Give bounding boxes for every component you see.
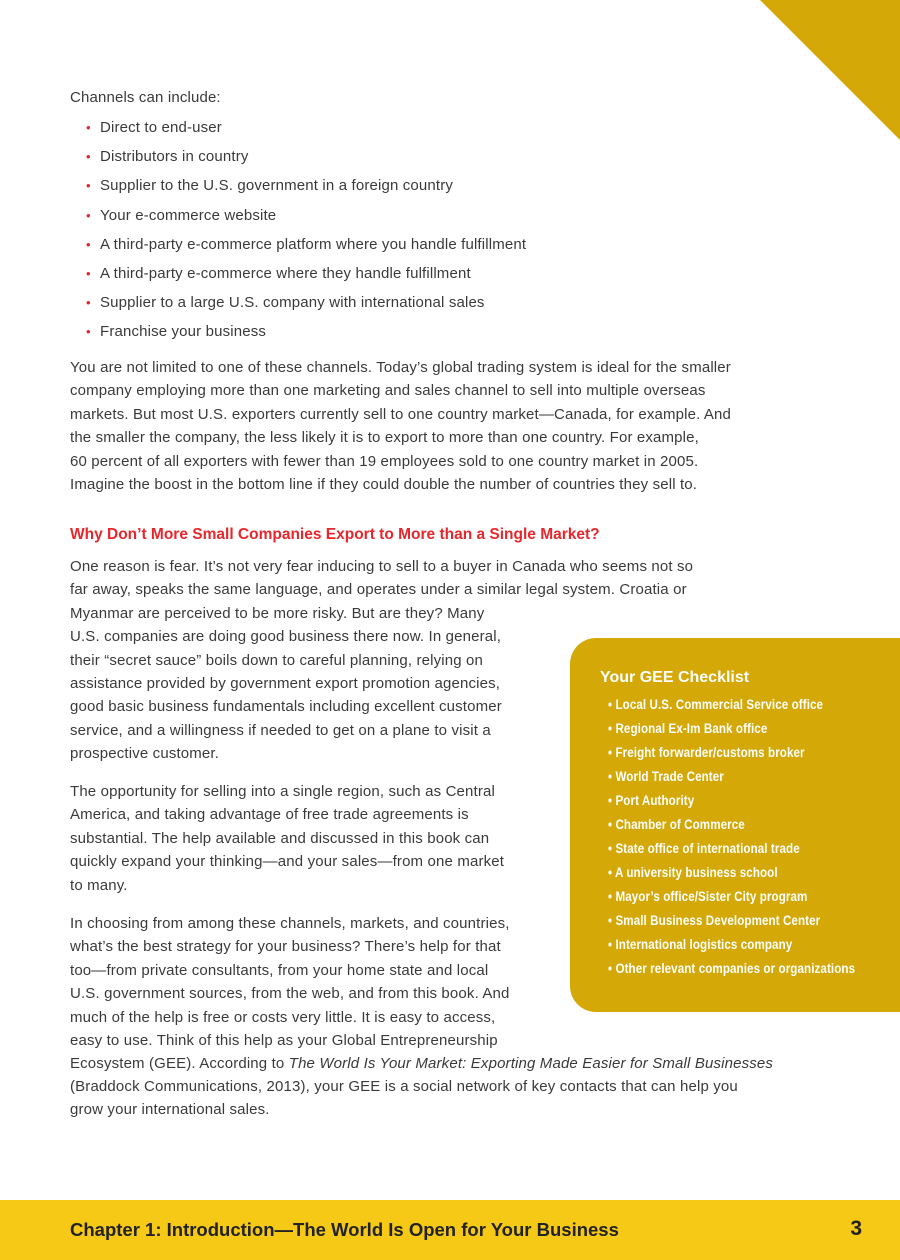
- gee-checklist-box: [570, 638, 900, 1012]
- bullet-icon: •: [86, 266, 91, 281]
- paragraph-line: far away, speaks the same language, and operates under a similar legal system. Croatia or: [70, 581, 687, 599]
- checklist-item: • Freight forwarder/customs broker: [608, 745, 805, 760]
- channel-list-item: [86, 291, 485, 314]
- corner-decoration: [760, 0, 900, 140]
- paragraph-line: substantial. The help available and discussed in this book can: [70, 829, 490, 847]
- channel-list-item: [86, 174, 453, 197]
- channel-label: A third-party e-commerce where they handle fulfillment: [100, 265, 471, 282]
- bullet-icon: •: [86, 178, 91, 194]
- page-footer: [0, 1200, 900, 1260]
- paragraph-line: their “secret sauce” boils down to careful planning, relying on: [70, 651, 483, 669]
- checklist-item: • Local U.S. Commercial Service office: [608, 697, 824, 712]
- bullet-icon: •: [86, 120, 91, 135]
- paragraph-line: service, and a willingness if needed to get on a plane to visit a: [70, 721, 491, 739]
- channel-label: Distributors in country: [100, 148, 249, 166]
- checklist-item: • Mayor’s office/Sister City program: [608, 889, 808, 904]
- channel-label: Supplier to the U.S. government in a foreign country: [100, 177, 453, 195]
- channel-label: Direct to end-user: [100, 119, 222, 136]
- checklist-item: • World Trade Center: [608, 769, 724, 784]
- paragraph-line: to many.: [70, 876, 128, 894]
- checklist-item: • International logistics company: [608, 937, 793, 952]
- checklist-item: • A university business school: [608, 865, 778, 880]
- page-number: 3: [850, 1217, 862, 1240]
- checklist-item: • Small Business Development Center: [608, 913, 821, 928]
- paragraph-line: U.S. government sources, from the web, and from this book. And: [70, 985, 510, 1003]
- channel-list-item: [86, 204, 276, 227]
- bullet-icon: •: [86, 149, 91, 165]
- paragraph-line: Imagine the boost in the bottom line if they could double the number of countries they sell to.: [70, 476, 698, 493]
- paragraph-line: U.S. companies are doing good business there now. In general,: [70, 628, 502, 646]
- bullet-icon: •: [86, 324, 91, 340]
- channel-label: Supplier to a large U.S. company with international sales: [100, 294, 485, 312]
- channel-label: A third-party e-commerce platform where you handle fulfillment: [100, 235, 527, 253]
- chapter-title: Chapter 1: Introduction—The World Is Open for Your Business: [70, 1219, 619, 1240]
- paragraph-line: much of the help is free or costs very little. It is easy to access,: [70, 1008, 496, 1026]
- paragraph-line: what’s the best strategy for your business? There’s help for that: [70, 938, 501, 956]
- checklist-item: • Other relevant companies or organizations: [608, 961, 856, 976]
- bullet-icon: •: [86, 295, 91, 311]
- paragraph-line: America, and taking advantage of free trade agreements is: [70, 806, 469, 824]
- checklist-item: • Regional Ex-Im Bank office: [608, 721, 768, 736]
- paragraph-line: too—from private consultants, from your home state and local: [70, 961, 489, 979]
- channels-intro: Channels can include:: [70, 89, 221, 106]
- paragraph-line: Myanmar are perceived to be more risky. But are they? Many: [70, 604, 485, 622]
- paragraph-line: You are not limited to one of these channels. Today’s global trading system is ideal for the smaller: [70, 359, 731, 376]
- paragraph-line: In choosing from among these channels, markets, and countries,: [70, 915, 510, 932]
- checklist-item: • Chamber of Commerce: [608, 817, 745, 832]
- paragraph-line: prospective customer.: [70, 745, 220, 763]
- paragraph-line: company employing more than one marketing and sales channel to sell into multiple overseas: [70, 382, 706, 400]
- section-heading: Why Don’t More Small Companies Export to More than a Single Market?: [70, 526, 600, 543]
- paragraph-line: grow your international sales.: [70, 1101, 270, 1119]
- paragraph-line: quickly expand your thinking—and your sales—from one market: [70, 853, 505, 871]
- bullet-icon: •: [86, 207, 91, 223]
- checklist-title: Your GEE Checklist: [600, 669, 750, 686]
- checklist-item: • Port Authority: [608, 793, 695, 808]
- paragraph-line: [70, 1052, 773, 1075]
- text: Ecosystem (GEE). According to: [70, 1055, 289, 1072]
- book-title: The World Is Your Market: Exporting Made Easier for Small Businesses: [288, 1055, 774, 1072]
- channel-list-item: [86, 262, 471, 285]
- paragraph-line: The opportunity for selling into a single region, such as Central: [70, 783, 495, 800]
- channel-label: Your e-commerce website: [100, 206, 277, 224]
- paragraph-line: (Braddock Communications, 2013), your GEE is a social network of key contacts that can help you: [70, 1078, 738, 1095]
- paragraph-line: assistance provided by government export promotion agencies,: [70, 675, 501, 692]
- paragraph-line: 60 percent of all exporters with fewer than 19 employees sold to one country market in 2005.: [70, 452, 699, 470]
- checklist-item: • State office of international trade: [608, 841, 800, 856]
- channel-list-item: [86, 320, 266, 343]
- paragraph-line: markets. But most U.S. exporters currently sell to one country market—Canada, for example. And: [70, 405, 732, 423]
- paragraph-line: easy to use. Think of this help as your Global Entrepreneurship: [70, 1032, 498, 1049]
- paragraph-line: One reason is fear. It’s not very fear inducing to sell to a buyer in Canada who seems not so: [70, 558, 694, 575]
- channel-list-item: [86, 233, 526, 256]
- channel-list-item: [86, 145, 249, 168]
- bullet-icon: •: [86, 236, 91, 252]
- paragraph-line: good basic business fundamentals including excellent customer: [70, 698, 502, 716]
- paragraph-line: the smaller the company, the less likely it is to export to more than one country. For example,: [70, 429, 699, 447]
- channel-list-item: [86, 116, 222, 139]
- channel-label: Franchise your business: [100, 323, 267, 341]
